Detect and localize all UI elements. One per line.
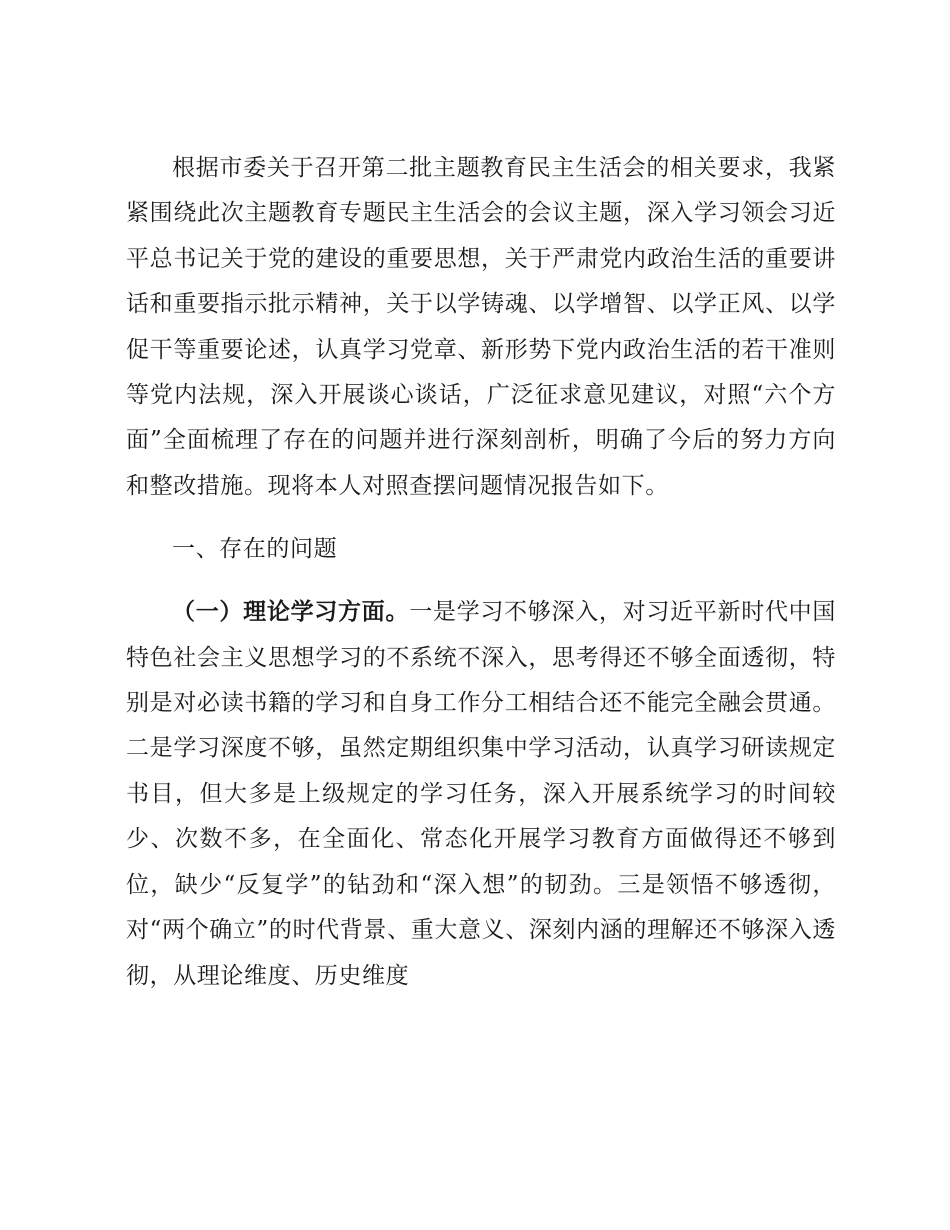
intro-paragraph: 根据市委关于召开第二批主题教育民主生活会的相关要求，我紧紧围绕此次主题教育专题民主生活会的会议主题，深入学习领会习近平总书记关于党的建设的重要思想，关于严肃党内政治生活的重要讲话和重要指示批示精神，关于以学铸魂、以学增智、以学正风、以学促干等重要论述，认真学习党章、新形势下党内政治生活的若干准则等党内法规，深入开展谈心谈话，广泛征求意见建议，对照“六个方面”全面梳理了存在的问题并进行深刻剖析，明确了今后的努力方向和整改措施。现将本人对照查摆问题情况报告如下。 [126,155,836,499]
subsection-lead: （一）理论学习方面。 [172,599,410,626]
section-heading: 一、存在的问题 [172,536,338,563]
subsection-paragraph [126,590,836,999]
document-body [126,146,836,999]
subsection-body: 一是学习不够深入，对习近平新时代中国特色社会主义思想学习的不系统不深入，思考得还不够全面透彻，特别是对必读书籍的学习和自身工作分工相结合还不能完全融会贯通。二是学习深度不够，虽然定期组织集中学习活动，认真学习研读规定书目，但大多是上级规定的学习任务，深入开展系统学习的时间较少、次数不多，在全面化、常态化开展学习教育方面做得还不够到位，缺少“反复学”的钻劲和“深入想”的韧劲。三是领悟不够透彻，对“两个确立”的时代背景、重大意义、深刻内涵的理解还不够深入透彻，从理论维度、历史维度 [126,599,836,989]
